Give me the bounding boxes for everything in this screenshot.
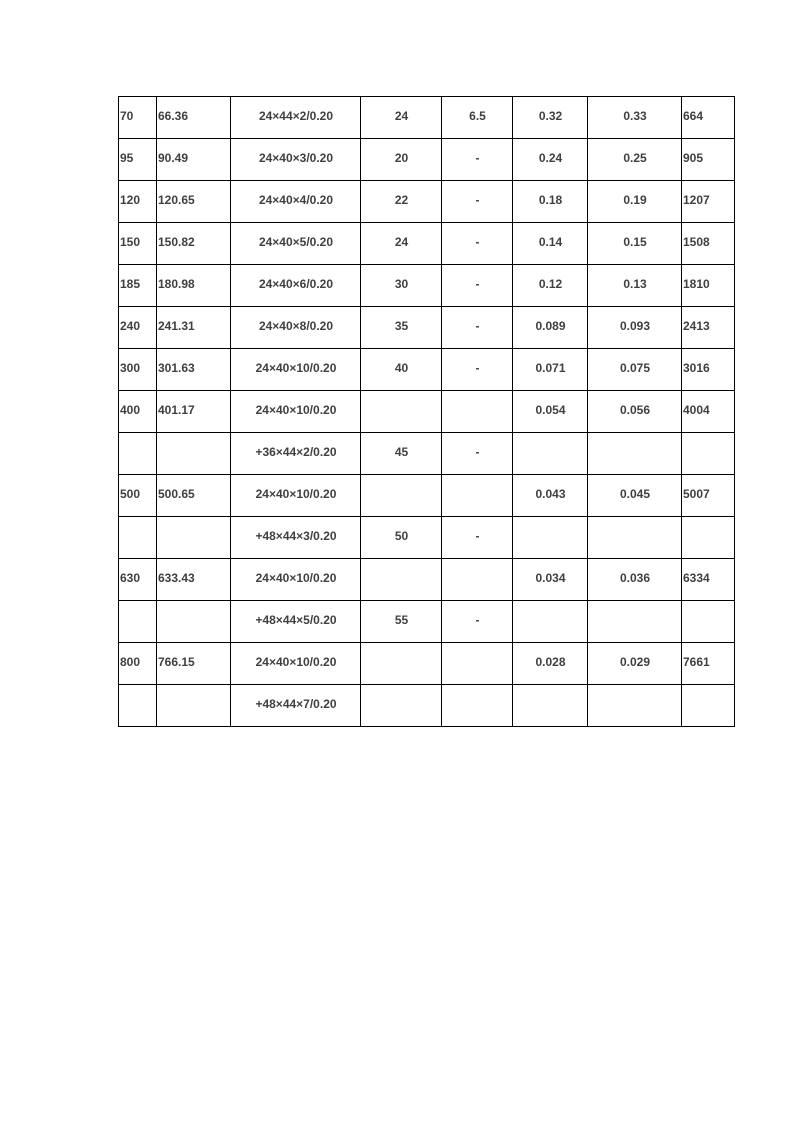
cell-value: 0.036	[619, 571, 651, 585]
strand-construction-cell	[231, 517, 361, 559]
cell-value	[120, 433, 156, 445]
cell-value: -	[475, 235, 480, 249]
cell-value: 24×40×10/0.20	[255, 361, 337, 375]
cell-value: -	[475, 151, 480, 165]
value-col-8-cell	[682, 97, 735, 139]
strand-construction-cell	[231, 685, 361, 727]
cell-value: 0.24	[538, 151, 563, 165]
cross-section-cell	[119, 391, 157, 433]
cell-value: 0.034	[535, 571, 566, 585]
cell-value: 0.18	[538, 193, 563, 207]
table-row	[119, 685, 735, 727]
cell-value: 24×40×10/0.20	[255, 487, 337, 501]
cell-value	[362, 391, 441, 403]
cell-value	[362, 643, 441, 655]
cell-value	[514, 433, 587, 445]
cell-value: 0.045	[619, 487, 651, 501]
value-col-7-cell	[588, 181, 682, 223]
cell-value: 0.075	[619, 361, 651, 375]
cell-value	[514, 685, 587, 697]
value-col-4-cell	[361, 643, 442, 685]
value-col-5-cell	[442, 517, 513, 559]
cell-value	[514, 601, 587, 613]
cell-value: 0.056	[619, 403, 651, 417]
table-row	[119, 223, 735, 265]
cell-value: 0.093	[619, 319, 651, 333]
cell-value: 70	[120, 109, 134, 123]
cell-value: 0.029	[619, 655, 651, 669]
value-col-7-cell	[588, 559, 682, 601]
value-col-7-cell	[588, 433, 682, 475]
cell-value: 40	[394, 361, 409, 375]
value-col-7-cell	[588, 517, 682, 559]
cell-value: 301.63	[158, 361, 195, 375]
value-col-4-cell	[361, 433, 442, 475]
spec-table	[118, 96, 735, 727]
cell-value: +48×44×7/0.20	[255, 697, 337, 711]
area-cell	[157, 391, 231, 433]
strand-construction-cell	[231, 223, 361, 265]
cell-value: 55	[394, 613, 409, 627]
cell-value: +48×44×5/0.20	[255, 613, 337, 627]
value-col-7-cell	[588, 97, 682, 139]
table-row	[119, 307, 735, 349]
table-row	[119, 475, 735, 517]
value-col-7-cell	[588, 265, 682, 307]
area-cell	[157, 643, 231, 685]
value-col-7-cell	[588, 685, 682, 727]
area-cell	[157, 181, 231, 223]
table-row	[119, 391, 735, 433]
cell-value: 0.33	[623, 109, 647, 123]
strand-construction-cell	[231, 643, 361, 685]
value-col-7-cell	[588, 139, 682, 181]
value-col-6-cell	[513, 349, 588, 391]
value-col-8-cell	[682, 601, 735, 643]
value-col-5-cell	[442, 391, 513, 433]
value-col-6-cell	[513, 685, 588, 727]
cell-value: 0.32	[538, 109, 563, 123]
value-col-6-cell	[513, 181, 588, 223]
cell-value: 150	[120, 235, 141, 249]
cell-value: 1207	[683, 193, 710, 207]
strand-construction-cell	[231, 139, 361, 181]
cell-value: 24×40×5/0.20	[258, 235, 334, 249]
cell-value: 3016	[683, 361, 710, 375]
table-row	[119, 349, 735, 391]
value-col-6-cell	[513, 391, 588, 433]
strand-construction-cell	[231, 265, 361, 307]
cell-value: -	[475, 319, 480, 333]
value-col-4-cell	[361, 223, 442, 265]
cell-value	[683, 433, 734, 445]
strand-construction-cell	[231, 601, 361, 643]
value-col-4-cell	[361, 181, 442, 223]
cell-value: 24×40×4/0.20	[258, 193, 334, 207]
value-col-5-cell	[442, 265, 513, 307]
value-col-4-cell	[361, 601, 442, 643]
cell-value: 45	[394, 445, 409, 459]
value-col-7-cell	[588, 643, 682, 685]
value-col-8-cell	[682, 559, 735, 601]
cell-value	[158, 601, 230, 613]
area-cell	[157, 601, 231, 643]
area-cell	[157, 517, 231, 559]
value-col-5-cell	[442, 181, 513, 223]
table-row	[119, 181, 735, 223]
cell-value: 630	[120, 571, 141, 585]
cross-section-cell	[119, 475, 157, 517]
strand-construction-cell	[231, 433, 361, 475]
value-col-8-cell	[682, 685, 735, 727]
cell-value: 30	[394, 277, 409, 291]
cross-section-cell	[119, 685, 157, 727]
cell-value	[589, 601, 681, 613]
cell-value: 120	[120, 193, 141, 207]
cross-section-cell	[119, 559, 157, 601]
cross-section-cell	[119, 265, 157, 307]
cell-value: 150.82	[158, 235, 195, 249]
value-col-4-cell	[361, 307, 442, 349]
cell-value: +48×44×3/0.20	[255, 529, 337, 543]
cell-value	[443, 475, 512, 487]
cell-value	[443, 685, 512, 697]
value-col-6-cell	[513, 223, 588, 265]
value-col-7-cell	[588, 307, 682, 349]
cell-value: 4004	[683, 403, 710, 417]
value-col-7-cell	[588, 223, 682, 265]
strand-construction-cell	[231, 181, 361, 223]
value-col-4-cell	[361, 559, 442, 601]
cell-value: 905	[683, 151, 704, 165]
cell-value: 300	[120, 361, 141, 375]
spec-table-body	[119, 97, 735, 727]
value-col-4-cell	[361, 685, 442, 727]
table-row	[119, 643, 735, 685]
area-cell	[157, 307, 231, 349]
cell-value: 120.65	[158, 193, 195, 207]
cell-value: 401.17	[158, 403, 195, 417]
cell-value: 24×40×8/0.20	[258, 319, 334, 333]
value-col-5-cell	[442, 349, 513, 391]
value-col-8-cell	[682, 517, 735, 559]
cell-value: 24×40×10/0.20	[255, 655, 337, 669]
cell-value: -	[475, 277, 480, 291]
cell-value: 0.089	[535, 319, 566, 333]
area-cell	[157, 685, 231, 727]
value-col-6-cell	[513, 517, 588, 559]
cell-value: 50	[394, 529, 409, 543]
strand-construction-cell	[231, 475, 361, 517]
area-cell	[157, 223, 231, 265]
table-row	[119, 559, 735, 601]
value-col-5-cell	[442, 601, 513, 643]
cell-value: 500.65	[158, 487, 195, 501]
value-col-6-cell	[513, 139, 588, 181]
strand-construction-cell	[231, 97, 361, 139]
cell-value: 20	[394, 151, 409, 165]
cell-value: 0.19	[623, 193, 647, 207]
value-col-8-cell	[682, 223, 735, 265]
cell-value	[362, 685, 441, 697]
value-col-5-cell	[442, 223, 513, 265]
table-row	[119, 139, 735, 181]
value-col-8-cell	[682, 475, 735, 517]
value-col-6-cell	[513, 559, 588, 601]
cell-value	[443, 643, 512, 655]
cell-value: 2413	[683, 319, 710, 333]
cell-value: 1810	[683, 277, 710, 291]
cell-value: -	[475, 613, 480, 627]
value-col-6-cell	[513, 601, 588, 643]
cross-section-cell	[119, 181, 157, 223]
value-col-5-cell	[442, 643, 513, 685]
value-col-4-cell	[361, 139, 442, 181]
cell-value: 90.49	[158, 151, 189, 165]
cell-value: 0.043	[535, 487, 566, 501]
cell-value	[683, 601, 734, 613]
cell-value: 95	[120, 151, 134, 165]
cell-value: 24	[394, 109, 409, 123]
cross-section-cell	[119, 643, 157, 685]
value-col-6-cell	[513, 307, 588, 349]
area-cell	[157, 433, 231, 475]
value-col-6-cell	[513, 265, 588, 307]
cell-value	[589, 433, 681, 445]
value-col-8-cell	[682, 139, 735, 181]
cell-value: 24×40×3/0.20	[258, 151, 334, 165]
cell-value: -	[475, 445, 480, 459]
cell-value	[158, 433, 230, 445]
value-col-4-cell	[361, 97, 442, 139]
cell-value: 7661	[683, 655, 710, 669]
cell-value: 22	[394, 193, 409, 207]
cell-value: 1508	[683, 235, 710, 249]
cell-value: 6.5	[469, 109, 486, 123]
cell-value: 0.054	[535, 403, 566, 417]
cell-value: 6334	[683, 571, 710, 585]
table-row	[119, 433, 735, 475]
cell-value: -	[475, 529, 480, 543]
cell-value	[120, 517, 156, 529]
cell-value: 766.15	[158, 655, 195, 669]
value-col-4-cell	[361, 265, 442, 307]
cross-section-cell	[119, 97, 157, 139]
cell-value: 0.15	[623, 235, 647, 249]
cell-value: 633.43	[158, 571, 195, 585]
cross-section-cell	[119, 517, 157, 559]
cell-value	[514, 517, 587, 529]
strand-construction-cell	[231, 307, 361, 349]
value-col-5-cell	[442, 475, 513, 517]
value-col-8-cell	[682, 433, 735, 475]
cell-value: 24×40×6/0.20	[258, 277, 334, 291]
cell-value	[120, 685, 156, 697]
value-col-6-cell	[513, 97, 588, 139]
cross-section-cell	[119, 433, 157, 475]
cell-value: 35	[394, 319, 409, 333]
cell-value	[683, 517, 734, 529]
value-col-5-cell	[442, 685, 513, 727]
cell-value	[443, 559, 512, 571]
cell-value: 5007	[683, 487, 710, 501]
value-col-8-cell	[682, 391, 735, 433]
value-col-5-cell	[442, 307, 513, 349]
cell-value: 24×44×2/0.20	[258, 109, 334, 123]
cell-value: 500	[120, 487, 141, 501]
value-col-5-cell	[442, 433, 513, 475]
table-row	[119, 601, 735, 643]
value-col-5-cell	[442, 559, 513, 601]
cell-value: 400	[120, 403, 141, 417]
value-col-8-cell	[682, 181, 735, 223]
value-col-7-cell	[588, 349, 682, 391]
value-col-4-cell	[361, 475, 442, 517]
cell-value: 185	[120, 277, 141, 291]
cell-value	[683, 685, 734, 697]
cell-value	[362, 475, 441, 487]
cell-value	[120, 601, 156, 613]
table-row	[119, 97, 735, 139]
cell-value: 0.13	[623, 277, 647, 291]
cell-value: 800	[120, 655, 141, 669]
cell-value: 0.12	[538, 277, 563, 291]
cell-value	[589, 685, 681, 697]
cell-value: 24×40×10/0.20	[255, 571, 337, 585]
cell-value: 24×40×10/0.20	[255, 403, 337, 417]
cross-section-cell	[119, 223, 157, 265]
area-cell	[157, 265, 231, 307]
cell-value: 0.25	[623, 151, 647, 165]
value-col-5-cell	[442, 97, 513, 139]
strand-construction-cell	[231, 349, 361, 391]
cell-value	[158, 517, 230, 529]
value-col-4-cell	[361, 517, 442, 559]
cell-value: 664	[683, 109, 704, 123]
area-cell	[157, 475, 231, 517]
area-cell	[157, 97, 231, 139]
area-cell	[157, 559, 231, 601]
value-col-6-cell	[513, 475, 588, 517]
value-col-8-cell	[682, 643, 735, 685]
cell-value: 240	[120, 319, 141, 333]
value-col-8-cell	[682, 349, 735, 391]
cross-section-cell	[119, 349, 157, 391]
table-row	[119, 517, 735, 559]
cell-value: 66.36	[158, 109, 189, 123]
value-col-7-cell	[588, 601, 682, 643]
value-col-7-cell	[588, 475, 682, 517]
cell-value	[158, 685, 230, 697]
area-cell	[157, 349, 231, 391]
cell-value: 0.14	[538, 235, 563, 249]
value-col-6-cell	[513, 643, 588, 685]
cell-value: 24	[394, 235, 409, 249]
cell-value: +36×44×2/0.20	[255, 445, 337, 459]
value-col-5-cell	[442, 139, 513, 181]
value-col-7-cell	[588, 391, 682, 433]
value-col-4-cell	[361, 349, 442, 391]
cell-value	[589, 517, 681, 529]
cell-value: 0.071	[535, 361, 566, 375]
value-col-8-cell	[682, 307, 735, 349]
area-cell	[157, 139, 231, 181]
cell-value: 180.98	[158, 277, 195, 291]
cell-value	[443, 391, 512, 403]
cell-value: -	[475, 193, 480, 207]
cross-section-cell	[119, 139, 157, 181]
value-col-6-cell	[513, 433, 588, 475]
cell-value: 241.31	[158, 319, 195, 333]
cross-section-cell	[119, 307, 157, 349]
table-row	[119, 265, 735, 307]
value-col-8-cell	[682, 265, 735, 307]
value-col-4-cell	[361, 391, 442, 433]
cell-value	[362, 559, 441, 571]
cross-section-cell	[119, 601, 157, 643]
strand-construction-cell	[231, 559, 361, 601]
cell-value: -	[475, 361, 480, 375]
strand-construction-cell	[231, 391, 361, 433]
cell-value: 0.028	[535, 655, 566, 669]
